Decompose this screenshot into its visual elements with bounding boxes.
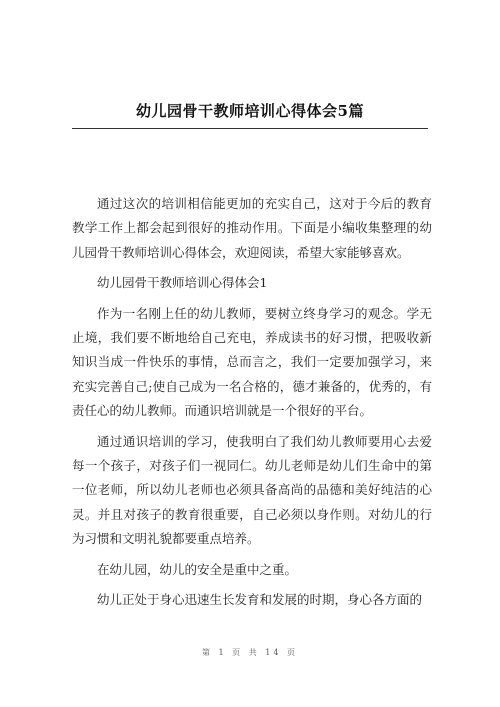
title-underline (72, 128, 428, 129)
document-title: 幼儿园骨干教师培训心得体会5篇 (136, 102, 364, 120)
page-number-footer: 第 1 页 共 14 页 (202, 648, 298, 657)
paragraph: 通过通识培训的学习，使我明白了我们幼儿教师要用心去爱每一个孩子，对孩子们一视同仁。幼儿老师是幼儿们生命中的第一位老师，所以幼儿老师也必须具备高尚的品德和美好纯洁的心灵。并且对孩子的教育很重要，自己必须以身作则。对幼儿的行为习惯和文明礼貌都要重点培养。 (72, 433, 432, 547)
paragraph-intro: 通过这次的培训相信能更加的充实自己，这对于今后的教育教学工作上都会起到很好的推动作用。下面是小编收集整理的幼儿园骨干教师培训心得体会，欢迎阅读，希望大家能够喜欢。 (72, 196, 432, 260)
document-body (72, 192, 432, 619)
paragraph: 在幼儿园，幼儿的安全是重中之重。 (97, 561, 298, 577)
section-heading: 幼儿园骨干教师培训心得体会1 (97, 275, 268, 291)
paragraph: 作为一名刚上任的幼儿教师，要树立终身学习的观念。学无止境，我们要不断地给自己充电，养成读书的好习惯，把吸收新知识当成一件快乐的事情，总而言之，我们一定要加强学习，来充实完善自己;使自己成为一名合格的，德才兼备的，优秀的，有责任心的幼儿教师。而通识培训就是一个很好的平台。 (72, 305, 432, 419)
paragraph: 幼儿正处于身心迅速生长发育和发展的时期，身心各方面的 (97, 592, 423, 608)
